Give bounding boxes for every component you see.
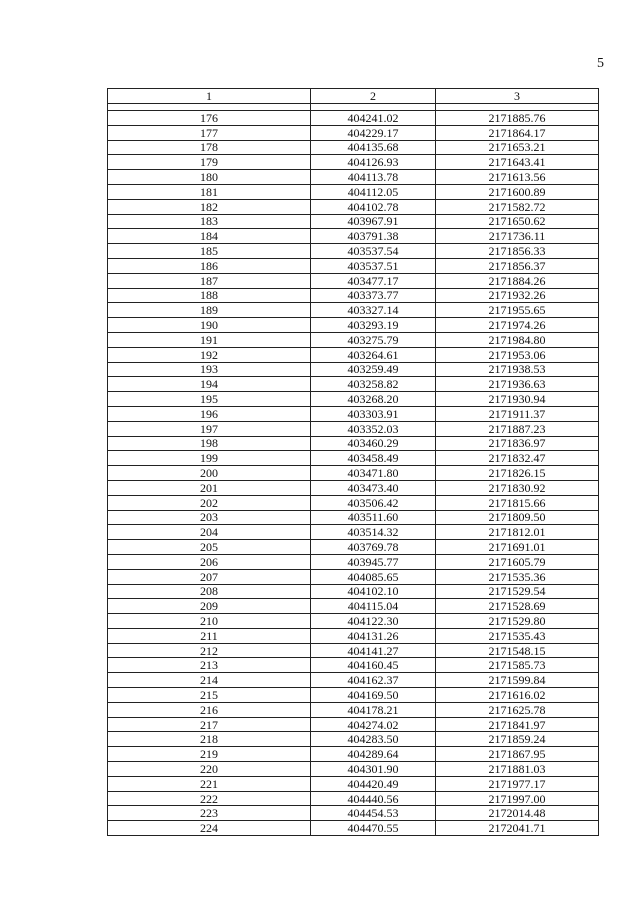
table-row bbox=[108, 111, 599, 126]
y-coordinate-cell: 2171884.26 bbox=[436, 273, 599, 288]
y-coordinate-cell: 2171528.69 bbox=[436, 599, 599, 614]
point-number-cell: 221 bbox=[108, 776, 311, 791]
point-number-cell: 202 bbox=[108, 495, 311, 510]
x-coordinate-cell: 403327.14 bbox=[311, 303, 436, 318]
point-number-cell: 195 bbox=[108, 392, 311, 407]
y-coordinate-cell: 2171529.80 bbox=[436, 614, 599, 629]
point-number-cell: 188 bbox=[108, 288, 311, 303]
y-coordinate-cell: 2171953.06 bbox=[436, 347, 599, 362]
point-number-cell: 201 bbox=[108, 480, 311, 495]
table-row bbox=[108, 436, 599, 451]
page-number: 5 bbox=[597, 56, 604, 71]
point-number-cell: 217 bbox=[108, 717, 311, 732]
x-coordinate-cell: 403259.49 bbox=[311, 362, 436, 377]
table-row bbox=[108, 332, 599, 347]
point-number-cell: 182 bbox=[108, 199, 311, 214]
point-number-cell: 214 bbox=[108, 673, 311, 688]
point-number-cell: 187 bbox=[108, 273, 311, 288]
x-coordinate-cell: 404115.04 bbox=[311, 599, 436, 614]
x-coordinate-cell: 403268.20 bbox=[311, 392, 436, 407]
point-number-cell: 183 bbox=[108, 214, 311, 229]
x-coordinate-cell: 403791.38 bbox=[311, 229, 436, 244]
y-coordinate-cell: 2171881.03 bbox=[436, 762, 599, 777]
point-number-cell: 178 bbox=[108, 140, 311, 155]
x-coordinate-cell: 404160.45 bbox=[311, 658, 436, 673]
x-coordinate-cell: 404289.64 bbox=[311, 747, 436, 762]
table-row bbox=[108, 628, 599, 643]
table-row bbox=[108, 599, 599, 614]
y-coordinate-cell: 2171625.78 bbox=[436, 702, 599, 717]
table-row bbox=[108, 155, 599, 170]
table-row bbox=[108, 451, 599, 466]
table-row bbox=[108, 540, 599, 555]
point-number-cell: 179 bbox=[108, 155, 311, 170]
table-row bbox=[108, 362, 599, 377]
point-number-cell: 208 bbox=[108, 584, 311, 599]
y-coordinate-cell: 2171815.66 bbox=[436, 495, 599, 510]
x-coordinate-cell: 404102.78 bbox=[311, 199, 436, 214]
point-number-cell: 184 bbox=[108, 229, 311, 244]
x-coordinate-cell: 404178.21 bbox=[311, 702, 436, 717]
point-number-cell: 203 bbox=[108, 510, 311, 525]
table-row bbox=[108, 377, 599, 392]
x-coordinate-cell: 403264.61 bbox=[311, 347, 436, 362]
x-coordinate-cell: 404102.10 bbox=[311, 584, 436, 599]
point-number-cell: 189 bbox=[108, 303, 311, 318]
y-coordinate-cell: 2171938.53 bbox=[436, 362, 599, 377]
table-row bbox=[108, 717, 599, 732]
table-row bbox=[108, 318, 599, 333]
spacer-cell bbox=[311, 104, 436, 111]
table-row bbox=[108, 702, 599, 717]
table-row bbox=[108, 229, 599, 244]
point-number-cell: 196 bbox=[108, 406, 311, 421]
x-coordinate-cell: 403373.77 bbox=[311, 288, 436, 303]
x-coordinate-cell: 403460.29 bbox=[311, 436, 436, 451]
x-coordinate-cell: 404126.93 bbox=[311, 155, 436, 170]
y-coordinate-cell: 2171616.02 bbox=[436, 688, 599, 703]
x-coordinate-cell: 403458.49 bbox=[311, 451, 436, 466]
point-number-cell: 215 bbox=[108, 688, 311, 703]
table-row bbox=[108, 347, 599, 362]
x-coordinate-cell: 404113.78 bbox=[311, 170, 436, 185]
table-row bbox=[108, 258, 599, 273]
table-row bbox=[108, 643, 599, 658]
y-coordinate-cell: 2171936.63 bbox=[436, 377, 599, 392]
point-number-cell: 216 bbox=[108, 702, 311, 717]
point-number-cell: 209 bbox=[108, 599, 311, 614]
table-row bbox=[108, 421, 599, 436]
table-row bbox=[108, 658, 599, 673]
point-number-cell: 193 bbox=[108, 362, 311, 377]
y-coordinate-cell: 2171997.00 bbox=[436, 791, 599, 806]
x-coordinate-cell: 403769.78 bbox=[311, 540, 436, 555]
y-coordinate-cell: 2171832.47 bbox=[436, 451, 599, 466]
y-coordinate-cell: 2171809.50 bbox=[436, 510, 599, 525]
table-row bbox=[108, 214, 599, 229]
table-row bbox=[108, 806, 599, 821]
y-coordinate-cell: 2171911.37 bbox=[436, 406, 599, 421]
point-number-cell: 191 bbox=[108, 332, 311, 347]
table-row bbox=[108, 495, 599, 510]
y-coordinate-cell: 2171613.56 bbox=[436, 170, 599, 185]
x-coordinate-cell: 403473.40 bbox=[311, 480, 436, 495]
point-number-cell: 220 bbox=[108, 762, 311, 777]
point-number-cell: 224 bbox=[108, 821, 311, 836]
x-coordinate-cell: 404122.30 bbox=[311, 614, 436, 629]
point-number-cell: 219 bbox=[108, 747, 311, 762]
x-coordinate-cell: 403537.51 bbox=[311, 258, 436, 273]
table-row bbox=[108, 392, 599, 407]
table-row bbox=[108, 244, 599, 259]
x-coordinate-cell: 404141.27 bbox=[311, 643, 436, 658]
x-coordinate-cell: 404169.50 bbox=[311, 688, 436, 703]
y-coordinate-cell: 2171548.15 bbox=[436, 643, 599, 658]
table-spacer-row bbox=[108, 104, 599, 111]
point-number-cell: 192 bbox=[108, 347, 311, 362]
x-coordinate-cell: 404301.90 bbox=[311, 762, 436, 777]
x-coordinate-cell: 403511.60 bbox=[311, 510, 436, 525]
y-coordinate-cell: 2171600.89 bbox=[436, 184, 599, 199]
table-row bbox=[108, 673, 599, 688]
spacer-cell bbox=[108, 104, 311, 111]
y-coordinate-cell: 2171867.95 bbox=[436, 747, 599, 762]
y-coordinate-cell: 2171955.65 bbox=[436, 303, 599, 318]
y-coordinate-cell: 2171977.17 bbox=[436, 776, 599, 791]
table-row bbox=[108, 125, 599, 140]
table-row bbox=[108, 762, 599, 777]
y-coordinate-cell: 2171582.72 bbox=[436, 199, 599, 214]
table-row bbox=[108, 732, 599, 747]
y-coordinate-cell: 2171887.23 bbox=[436, 421, 599, 436]
table-row bbox=[108, 821, 599, 836]
y-coordinate-cell: 2171984.80 bbox=[436, 332, 599, 347]
y-coordinate-cell: 2171653.21 bbox=[436, 140, 599, 155]
point-number-cell: 181 bbox=[108, 184, 311, 199]
table-row bbox=[108, 273, 599, 288]
y-coordinate-cell: 2171841.97 bbox=[436, 717, 599, 732]
coordinates-table bbox=[107, 88, 599, 836]
x-coordinate-cell: 403303.91 bbox=[311, 406, 436, 421]
table-row bbox=[108, 303, 599, 318]
x-coordinate-cell: 404420.49 bbox=[311, 776, 436, 791]
x-coordinate-cell: 404135.68 bbox=[311, 140, 436, 155]
y-coordinate-cell: 2172014.48 bbox=[436, 806, 599, 821]
table-body bbox=[108, 104, 599, 836]
x-coordinate-cell: 403506.42 bbox=[311, 495, 436, 510]
spacer-cell bbox=[436, 104, 599, 111]
table-row bbox=[108, 510, 599, 525]
x-coordinate-cell: 404241.02 bbox=[311, 111, 436, 126]
x-coordinate-cell: 404283.50 bbox=[311, 732, 436, 747]
x-coordinate-cell: 404162.37 bbox=[311, 673, 436, 688]
y-coordinate-cell: 2171650.62 bbox=[436, 214, 599, 229]
point-number-cell: 210 bbox=[108, 614, 311, 629]
column-header: 3 bbox=[436, 89, 599, 104]
table-row bbox=[108, 525, 599, 540]
point-number-cell: 194 bbox=[108, 377, 311, 392]
x-coordinate-cell: 403514.32 bbox=[311, 525, 436, 540]
table-row bbox=[108, 584, 599, 599]
table-row bbox=[108, 791, 599, 806]
y-coordinate-cell: 2171856.33 bbox=[436, 244, 599, 259]
x-coordinate-cell: 403537.54 bbox=[311, 244, 436, 259]
point-number-cell: 186 bbox=[108, 258, 311, 273]
y-coordinate-cell: 2171932.26 bbox=[436, 288, 599, 303]
table-header-row bbox=[108, 89, 599, 104]
point-number-cell: 212 bbox=[108, 643, 311, 658]
x-coordinate-cell: 404274.02 bbox=[311, 717, 436, 732]
point-number-cell: 190 bbox=[108, 318, 311, 333]
y-coordinate-cell: 2171605.79 bbox=[436, 554, 599, 569]
x-coordinate-cell: 403477.17 bbox=[311, 273, 436, 288]
point-number-cell: 206 bbox=[108, 554, 311, 569]
table-row bbox=[108, 554, 599, 569]
y-coordinate-cell: 2171535.36 bbox=[436, 569, 599, 584]
table-row bbox=[108, 569, 599, 584]
table-row bbox=[108, 170, 599, 185]
point-number-cell: 223 bbox=[108, 806, 311, 821]
x-coordinate-cell: 403352.03 bbox=[311, 421, 436, 436]
column-header: 1 bbox=[108, 89, 311, 104]
y-coordinate-cell: 2171974.26 bbox=[436, 318, 599, 333]
point-number-cell: 200 bbox=[108, 466, 311, 481]
y-coordinate-cell: 2171826.15 bbox=[436, 466, 599, 481]
x-coordinate-cell: 403258.82 bbox=[311, 377, 436, 392]
y-coordinate-cell: 2171585.73 bbox=[436, 658, 599, 673]
y-coordinate-cell: 2171836.97 bbox=[436, 436, 599, 451]
y-coordinate-cell: 2171691.01 bbox=[436, 540, 599, 555]
x-coordinate-cell: 403967.91 bbox=[311, 214, 436, 229]
point-number-cell: 213 bbox=[108, 658, 311, 673]
table-row bbox=[108, 184, 599, 199]
table-row bbox=[108, 747, 599, 762]
x-coordinate-cell: 404085.65 bbox=[311, 569, 436, 584]
y-coordinate-cell: 2171830.92 bbox=[436, 480, 599, 495]
point-number-cell: 207 bbox=[108, 569, 311, 584]
point-number-cell: 218 bbox=[108, 732, 311, 747]
table-row bbox=[108, 776, 599, 791]
table-row bbox=[108, 614, 599, 629]
table-row bbox=[108, 199, 599, 214]
x-coordinate-cell: 403471.80 bbox=[311, 466, 436, 481]
point-number-cell: 177 bbox=[108, 125, 311, 140]
table-row bbox=[108, 480, 599, 495]
table-row bbox=[108, 688, 599, 703]
y-coordinate-cell: 2171736.11 bbox=[436, 229, 599, 244]
point-number-cell: 211 bbox=[108, 628, 311, 643]
table-row bbox=[108, 288, 599, 303]
point-number-cell: 199 bbox=[108, 451, 311, 466]
point-number-cell: 197 bbox=[108, 421, 311, 436]
y-coordinate-cell: 2171885.76 bbox=[436, 111, 599, 126]
x-coordinate-cell: 404112.05 bbox=[311, 184, 436, 199]
table-row bbox=[108, 406, 599, 421]
point-number-cell: 176 bbox=[108, 111, 311, 126]
x-coordinate-cell: 403275.79 bbox=[311, 332, 436, 347]
point-number-cell: 185 bbox=[108, 244, 311, 259]
x-coordinate-cell: 404131.26 bbox=[311, 628, 436, 643]
x-coordinate-cell: 404440.56 bbox=[311, 791, 436, 806]
table-row bbox=[108, 466, 599, 481]
table-row bbox=[108, 140, 599, 155]
x-coordinate-cell: 404229.17 bbox=[311, 125, 436, 140]
x-coordinate-cell: 403945.77 bbox=[311, 554, 436, 569]
point-number-cell: 222 bbox=[108, 791, 311, 806]
y-coordinate-cell: 2171599.84 bbox=[436, 673, 599, 688]
y-coordinate-cell: 2171864.17 bbox=[436, 125, 599, 140]
y-coordinate-cell: 2171535.43 bbox=[436, 628, 599, 643]
y-coordinate-cell: 2171643.41 bbox=[436, 155, 599, 170]
x-coordinate-cell: 404454.53 bbox=[311, 806, 436, 821]
x-coordinate-cell: 404470.55 bbox=[311, 821, 436, 836]
y-coordinate-cell: 2171856.37 bbox=[436, 258, 599, 273]
point-number-cell: 204 bbox=[108, 525, 311, 540]
point-number-cell: 198 bbox=[108, 436, 311, 451]
y-coordinate-cell: 2171812.01 bbox=[436, 525, 599, 540]
point-number-cell: 205 bbox=[108, 540, 311, 555]
y-coordinate-cell: 2171859.24 bbox=[436, 732, 599, 747]
y-coordinate-cell: 2171529.54 bbox=[436, 584, 599, 599]
x-coordinate-cell: 403293.19 bbox=[311, 318, 436, 333]
point-number-cell: 180 bbox=[108, 170, 311, 185]
column-header: 2 bbox=[311, 89, 436, 104]
y-coordinate-cell: 2172041.71 bbox=[436, 821, 599, 836]
y-coordinate-cell: 2171930.94 bbox=[436, 392, 599, 407]
